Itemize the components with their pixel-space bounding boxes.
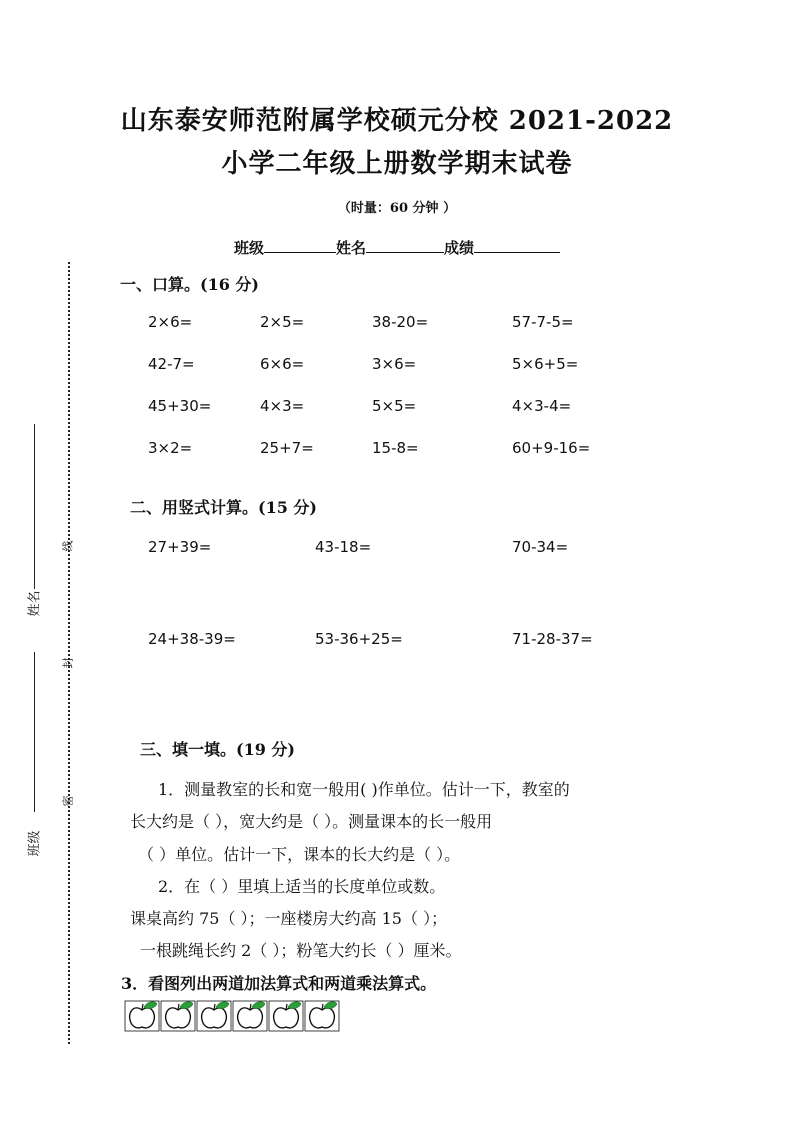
score-blank[interactable]	[474, 238, 560, 253]
title-line-1: 山东泰安师范附属学校硕元分校 2021-2022	[120, 106, 674, 136]
apple-icon	[268, 998, 304, 1032]
question1-line2: 长大约是（ ），宽大约是（ ）。测量课本的长一般用	[130, 812, 493, 831]
calc-item: 5×6+5=	[512, 355, 579, 373]
question2-line1: 2．在（ ）里填上适当的长度单位或数。	[158, 877, 446, 896]
student-info-line	[0, 237, 794, 258]
vertical-calc-item: 53-36+25=	[315, 630, 403, 648]
question2-line3: 一根跳绳长约 2（ ）；粉笔大约长（ ）厘米。	[140, 941, 462, 960]
apple-icon	[304, 998, 340, 1032]
title-line-2: 小学二年级上册数学期末试卷	[221, 149, 573, 179]
section2-title: 二、用竖式计算。(15 分)	[130, 498, 317, 517]
calc-item: 6×6=	[260, 355, 305, 373]
margin-class-label: 班级	[27, 830, 43, 857]
vertical-calc-item: 43-18=	[315, 538, 372, 556]
calc-item: 57-7-5=	[512, 313, 574, 331]
question3-title: 3．看图列出两道加法算式和两道乘法算式。	[121, 974, 437, 993]
calc-item: 5×5=	[372, 397, 417, 415]
score-label: 成绩	[444, 239, 475, 257]
vertical-calc-item: 71-28-37=	[512, 630, 593, 648]
calc-item: 25+7=	[260, 439, 314, 457]
calc-item: 3×6=	[372, 355, 417, 373]
calc-item: 45+30=	[148, 397, 212, 415]
name-blank[interactable]	[366, 238, 444, 253]
margin-char-mi: 密	[61, 795, 75, 807]
calc-item: 2×6=	[148, 313, 193, 331]
apple-icon	[232, 998, 268, 1032]
calc-item: 4×3=	[260, 397, 305, 415]
section1-title: 一、口算。(16 分)	[120, 275, 259, 294]
class-blank[interactable]	[264, 238, 336, 253]
exam-duration: （时量：60 分钟 ）	[337, 201, 457, 216]
vertical-calc-item: 27+39=	[148, 538, 212, 556]
apple-figure	[124, 998, 340, 1032]
question1-line3: （ ）单位。估计一下，课本的长大约是（ ）。	[138, 845, 461, 864]
calc-item: 2×5=	[260, 313, 305, 331]
calc-item: 42-7=	[148, 355, 195, 373]
calc-item: 38-20=	[372, 313, 429, 331]
vertical-calc-item: 24+38-39=	[148, 630, 236, 648]
binding-dotted-line	[68, 262, 70, 1044]
margin-char-feng: 封	[61, 657, 75, 669]
margin-char-xian: 线	[61, 540, 75, 552]
question2-line2: 课桌高约 75（ ）；一座楼房大约高 15（ ）；	[130, 909, 448, 928]
vertical-calc-item: 70-34=	[512, 538, 569, 556]
apple-icon	[160, 998, 196, 1032]
section3-title: 三、填一填。(19 分)	[140, 740, 295, 759]
apple-icon	[196, 998, 232, 1032]
margin-name-label: 姓名	[27, 590, 43, 617]
calc-item: 60+9-16=	[512, 439, 591, 457]
calc-item: 3×2=	[148, 439, 193, 457]
margin-name-line	[34, 424, 35, 589]
apple-icon	[124, 998, 160, 1032]
margin-class-line	[34, 652, 35, 812]
question1-line1: 1．测量教室的长和宽一般用( )作单位。估计一下，教室的	[158, 780, 570, 799]
class-label: 班级	[233, 239, 264, 257]
calc-item: 15-8=	[372, 439, 419, 457]
calc-item: 4×3-4=	[512, 397, 572, 415]
name-label: 姓名	[335, 239, 366, 257]
